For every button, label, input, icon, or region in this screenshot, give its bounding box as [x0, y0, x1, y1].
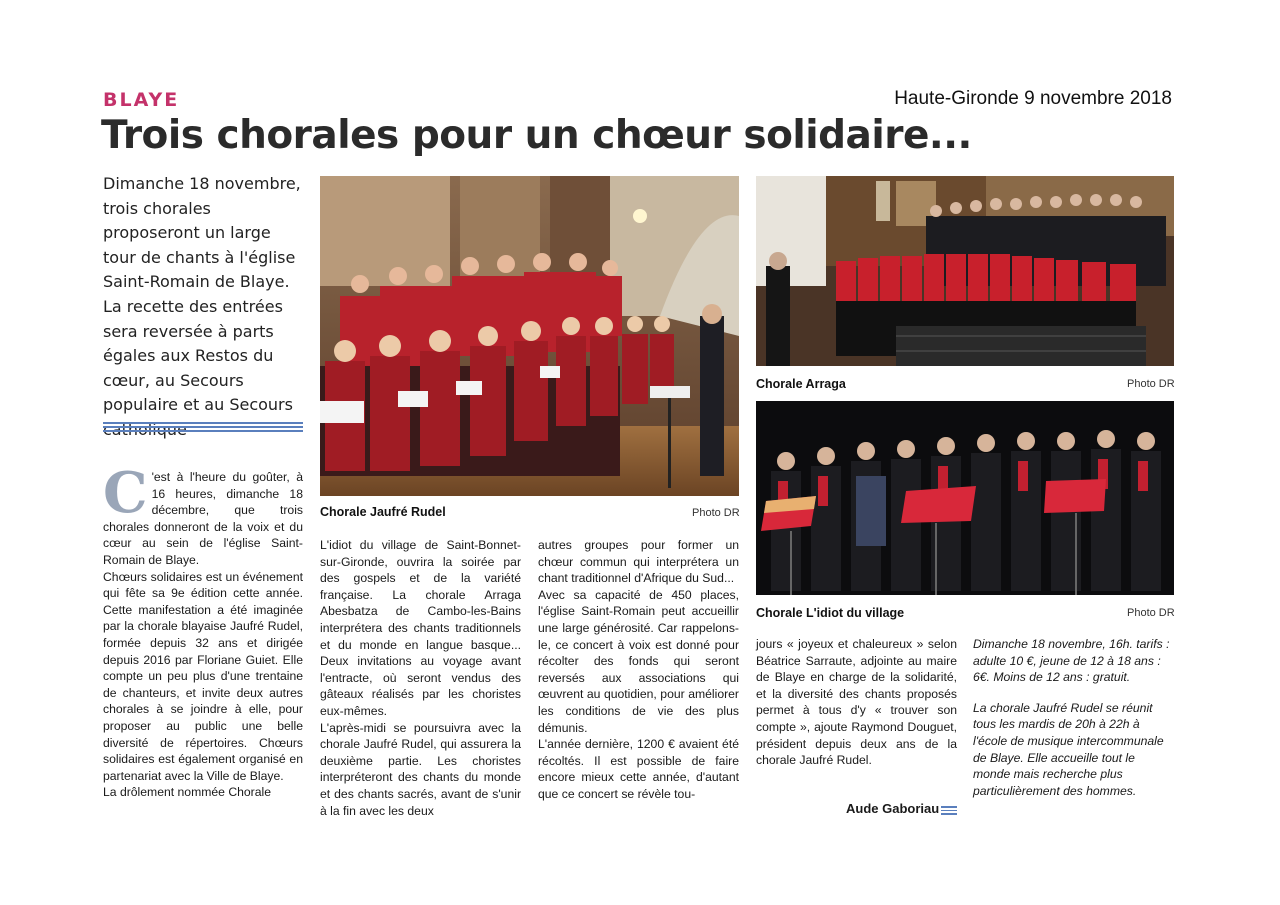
- body-column-2: [320, 537, 521, 819]
- author-rule: [941, 806, 957, 817]
- photo-caption-main: Chorale Jaufré Rudel: [320, 505, 446, 519]
- paragraph: Chœurs solidaires est un événement qui fête sa 9e édition cette année. Cette manifestation a été imaginée par la chorale blayaise Jaufré Rudel, formée depuis 32 ans et dirigée depuis 2016 par Floriane Guiet. Elle compte un peu plus d'une trentaine de chanteurs, et invite deux autres chorales à se joindre à elle, pour proposer au public une belle diversité de répertoires. Chœurs solidaires est également organisé en partenariat avec la Ville de Blaye.: [103, 569, 303, 783]
- body-column-1: [103, 460, 303, 801]
- photo-idiot-du-village: [756, 401, 1174, 595]
- paragraph: L'après-midi se poursuivra avec la chorale Jaufré Rudel, qui assurera la deuxième partie. Les choristes interpréteront des chants du monde et des chants sacrés, avant de s'unir à la fin avec les deux: [320, 720, 521, 818]
- section-label: BLAYE: [103, 89, 180, 111]
- body-column-4: [756, 636, 957, 769]
- photo-jaufre-rudel: [320, 176, 739, 496]
- photo-credit-main: Photo DR: [692, 507, 740, 519]
- publication-source: Haute-Gironde 9 novembre 2018: [894, 88, 1172, 109]
- photo-caption-arraga: Chorale Arraga: [756, 377, 846, 391]
- body-column-3: [538, 537, 739, 803]
- paragraph: autres groupes pour former un chœur commun qui interprétera un chant traditionnel d'Afrique du Sud...: [538, 538, 739, 586]
- paragraph: Avec sa capacité de 450 places, l'église Saint-Romain peut accueillir une large générosité. Car rappelons-le, ce concert à voix est donné pour récolter des fonds qui seront reversés aux associations qui œuvrent au quotidien, pour améliorer les conditions de vie des plus démunis.: [538, 587, 739, 735]
- author-signature: Aude Gaboriau: [846, 801, 940, 816]
- practical-info: Dimanche 18 novembre, 16h. tarifs : adulte 10 €, jeune de 12 à 18 ans : 6€. Moins de 12 ans : gratuit.: [973, 637, 1170, 685]
- photo-credit-idiot: Photo DR: [1127, 607, 1175, 619]
- photo-arraga: [756, 176, 1174, 366]
- paragraph: jours « joyeux et chaleureux » selon Béatrice Sarraute, adjointe au maire de Blaye en charge de la solidarité, et la diversité des chants proposés permet à tous d'y « trouver son compte », ajoute Raymond Douguet, président depuis deux ans de la chorale Jaufré Rudel.: [756, 637, 957, 768]
- photo-credit-arraga: Photo DR: [1127, 378, 1175, 390]
- paragraph: L'idiot du village de Saint-Bonnet-sur-Gironde, ouvrira la soirée par des gospels et de la variété française. La chorale Arraga Abesbatza de Cambo-les-Bains interprétera des chants traditionnels et du monde en langue basque... Deux invitations au voyage avant l'entracte, où seront vendus des gâteaux réalisés par les choristes eux-mêmes.: [320, 538, 521, 718]
- headline: Trois chorales pour un chœur solidaire...: [101, 113, 972, 158]
- lead-paragraph: Dimanche 18 novembre, trois chorales proposeront un large tour de chants à l'église Saint-Romain de Blaye. La recette des entrées sera reversée à parts égales aux Restos du cœur, au Secours populaire et au Secours: [103, 174, 301, 415]
- rehearsal-info: La chorale Jaufré Rudel se réunit tous les mardis de 20h à 22h à l'école de musique intercommunale de Blaye. Elle accueille tout le monde mais recherche plus particulièrement des hommes.: [973, 700, 1164, 798]
- paragraph: La drôlement nommée Chorale: [103, 785, 272, 800]
- photo-caption-idiot: Chorale L'idiot du village: [756, 606, 905, 620]
- paragraph: 'est à l'heure du goûter, à 16 heures, dimanche 18 décembre, que trois chorales donneront de la voix et du cœur au sein de l'église Saint-Romain de Blaye.: [103, 470, 303, 567]
- paragraph: L'année dernière, 1200 € avaient été récoltés. Il est possible de faire encore mieux cette année, d'autant que ce concert se révèle tou-: [538, 737, 739, 801]
- lead-divider: [103, 422, 303, 434]
- dropcap: C: [103, 460, 148, 526]
- info-box: [973, 636, 1175, 813]
